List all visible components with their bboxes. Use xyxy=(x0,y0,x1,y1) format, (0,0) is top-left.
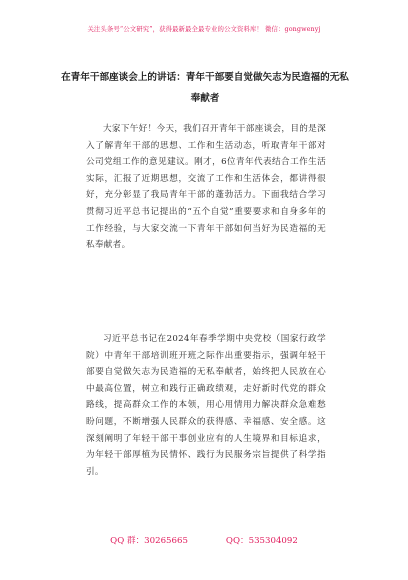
footer-qq-group: QQ 群：30265665 xyxy=(110,536,188,546)
header-promo-text: 关注头条号“公文研究”，获得最新最全最专业的公文资料库！ 微信：gongwenyj xyxy=(87,25,321,33)
document-title: 在青年干部座谈会上的讲话：青年干部要自觉做矢志为民造福的无私奉献者 xyxy=(61,72,349,104)
body-paragraph-2: 习近平总书记在2024年春季学期中央党校（国家行政学院）中青年干部培训班开班之际作出重要指示，强调年轻干部要自觉做矢志为民造福的无私奉献者，始终把人民放在心中最高位置，树立和践行正确政绩观，走好新时代党的群众路线，提高群众工作的本领，用心用情用力解决群众急难愁盼问题，不断增强人民群众的获得感、幸福感、安全感。这深刻阐明了年轻干部干事创业应有的人生境界和目标追求，为年轻干部厚植为民情怀、践行为民服务宗旨提供了科学指引。 xyxy=(86,334,326,477)
footer-contact xyxy=(0,534,408,546)
body-paragraph-1: 大家下午好！今天，我们召开青年干部座谈会，目的是深入了解青年干部的思想、工作和生活动态，听取青年干部对公司党组工作的意见建议。刚才，6位青年代表结合工作生活实际，汇报了近期思想，交流了工作和生活体会，都讲得很好，充分彰显了我局青年干部的蓬勃活力。下面我结合学习贯彻习近平总书记提出的“五个自觉”重要要求和自身多年的工作经验，与大家交流一下青年干部如何当好为民造福的无私奉献者。 xyxy=(86,124,326,251)
footer-qq: QQ：535304092 xyxy=(225,536,298,546)
